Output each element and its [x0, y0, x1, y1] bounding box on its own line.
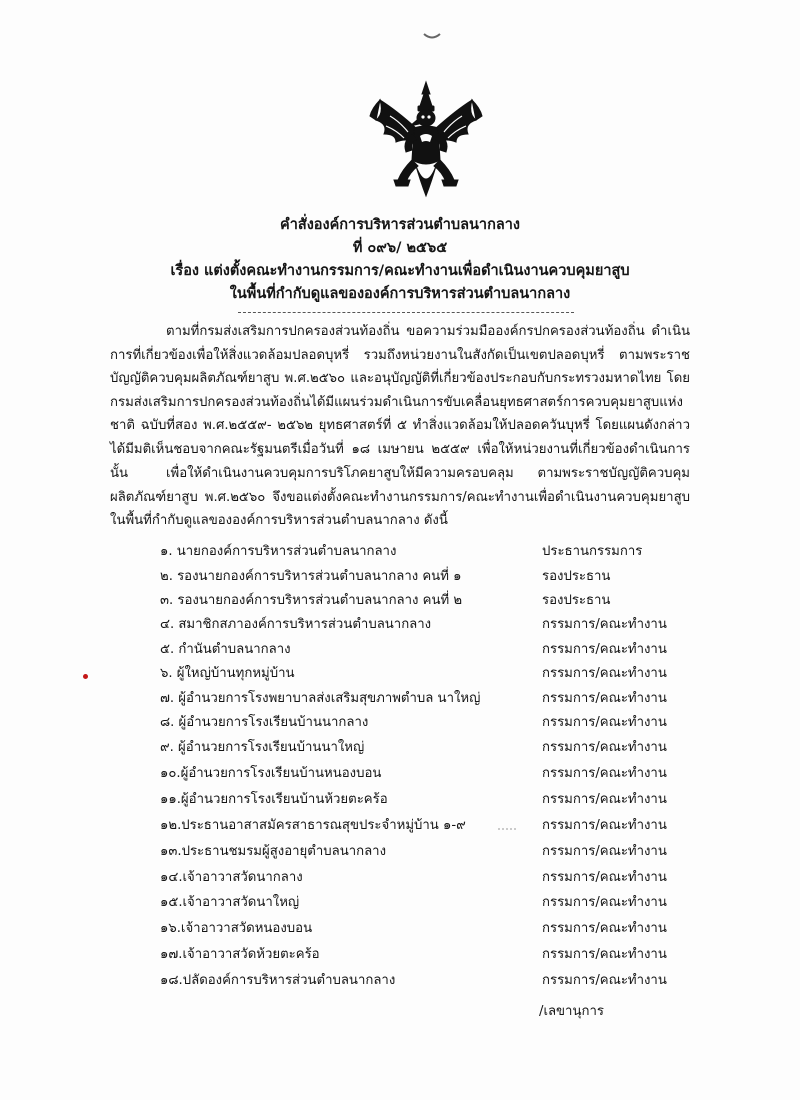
- member-role: กรรมการ/คณะทำงาน: [542, 973, 667, 988]
- member-role: กรรมการ/คณะทำงาน: [542, 642, 667, 657]
- member-row: [160, 918, 700, 940]
- order-subject-line2: ในพื้นที่กำกับดูแลขององค์การบริหารส่วนตำบลนากลาง: [229, 286, 571, 302]
- member-role: กรรมการ/คณะทำงาน: [542, 617, 667, 632]
- member-row: [160, 712, 700, 734]
- member-position: ๕. กำนันตำบลนากลาง: [160, 642, 291, 657]
- member-role: ประธานกรรมการ: [542, 544, 643, 559]
- member-position: ๑๒.ประธานอาสาสมัครสาธารณสุขประจำหมู่บ้าน ๑-๙: [160, 818, 466, 833]
- scan-mark-icon: [423, 32, 441, 42]
- member-row: [160, 566, 700, 588]
- member-row: [160, 737, 700, 759]
- member-role: กรรมการ/คณะทำงาน: [542, 766, 667, 781]
- member-position: ๔. สมาชิกสภาองค์การบริหารส่วนตำบลนากลาง: [160, 617, 432, 632]
- member-row: [160, 970, 700, 992]
- member-position: ๑๘.ปลัดองค์การบริหารส่วนตำบลนากลาง: [160, 973, 396, 988]
- garuda-emblem-icon: [366, 80, 486, 198]
- member-row: [160, 688, 700, 710]
- order-number: ที่ ๐๙๖/ ๒๕๖๕: [352, 240, 448, 256]
- member-role: กรรมการ/คณะทำงาน: [542, 740, 667, 755]
- member-position: ๑. นายกองค์การบริหารส่วนตำบลนากลาง: [160, 544, 397, 559]
- member-position: ๙. ผู้อำนวยการโรงเรียนบ้านนาใหญ่: [160, 740, 365, 755]
- red-ink-mark: [83, 674, 88, 679]
- paragraph-background: ตามที่กรมส่งเสริมการปกครองส่วนท้องถิ่น ขอความร่วมมือองค์กรปกครองส่วนท้องถิ่น ดำเนินการที่เกี่ยวข้องเพื่อให้สิ่งแวดล้อมปลอดบุหรี่ รวมถึงหน่วยงานในสังกัดเป็นเขตปลอดบุหรี่ ตามพระราชบัญญัติควบคุมผลิตภัณฑ์ยาสูบ พ.ศ.๒๕๖๐ และอนุบัญญัติที่เกี่ยวข้องประกอบกับกระทรวงมหาดไทย โดยกรมส่งเสริมการปกครองส่วนท้องถิ่นได้มีแผนร่วมดำเนินการขับเคลื่อนยุทธศาสตร์การควบคุมยาสูบแห่งชาติ ฉบับที่สอง พ.ศ.๒๕๕๙- ๒๕๖๒ ยุทธศาสตร์ที่ ๕ ทำสิ่งแวดล้อมให้ปลอดควันบุหรี่ โดยแผนดังกล่าวได้มีมติเห็นชอบจากคณะรัฐมนตรีเมื่อวันที่ ๑๘ เมษายน ๒๕๕๙ เพื่อให้หน่วยงานที่เกี่ยวข้องดำเนินการ นั้น: [110, 324, 690, 481]
- member-row: [160, 944, 700, 966]
- member-role: กรรมการ/คณะทำงาน: [542, 844, 667, 859]
- member-row: [160, 815, 700, 837]
- member-row: [160, 867, 700, 889]
- member-role: กรรมการ/คณะทำงาน: [542, 870, 667, 885]
- member-position: ๓. รองนายกองค์การบริหารส่วนตำบลนากลาง คนที่ ๒: [160, 593, 463, 608]
- member-row: [160, 614, 700, 636]
- member-position: ๘. ผู้อำนวยการโรงเรียนบ้านนากลาง: [160, 715, 369, 730]
- member-row: [160, 789, 700, 811]
- member-position: ๑๓.ประธานชมรมผู้สูงอายุตำบลนากลาง: [160, 844, 387, 859]
- member-position: ๑๐.ผู้อำนวยการโรงเรียนบ้านหนองบอน: [160, 766, 382, 781]
- divider: [238, 312, 574, 313]
- member-position: ๒. รองนายกองค์การบริหารส่วนตำบลนากลาง คนที่ ๑: [160, 569, 462, 584]
- member-role: กรรมการ/คณะทำงาน: [542, 715, 667, 730]
- member-role: กรรมการ/คณะทำงาน: [542, 921, 667, 936]
- member-role: กรรมการ/คณะทำงาน: [542, 666, 667, 681]
- member-row: [160, 892, 700, 914]
- continuation-text: /เลขานุการ: [539, 1004, 604, 1019]
- member-role: กรรมการ/คณะทำงาน: [542, 947, 667, 962]
- member-row: [160, 639, 700, 661]
- member-row: [160, 541, 700, 563]
- member-row: [160, 590, 700, 612]
- member-position: ๑๗.เจ้าอาวาสวัดห้วยตะคร้อ: [160, 947, 320, 962]
- member-position: ๑๕.เจ้าอาวาสวัดนาใหญ่: [160, 895, 300, 910]
- member-row: [160, 663, 700, 685]
- member-role: กรรมการ/คณะทำงาน: [542, 691, 667, 706]
- member-role: กรรมการ/คณะทำงาน: [542, 895, 667, 910]
- scan-smudge-icon: [497, 826, 517, 832]
- member-role: รองประธาน: [542, 569, 611, 584]
- member-position: ๑๑.ผู้อำนวยการโรงเรียนบ้านห้วยตะคร้อ: [160, 792, 388, 807]
- order-title: คำสั่งองค์การบริหารส่วนตำบลนากลาง: [280, 217, 520, 233]
- member-row: [160, 841, 700, 863]
- member-position: ๑๔.เจ้าอาวาสวัดนากลาง: [160, 870, 303, 885]
- order-subject-line1: เรื่อง แต่งตั้งคณะทำงานกรรมการ/คณะทำงานเพื่อดำเนินงานควบคุมยาสูบ: [170, 263, 630, 279]
- member-role: รองประธาน: [542, 593, 611, 608]
- paragraph-appointment: เพื่อให้ดำเนินงานควบคุมการบริโภคยาสูบให้มีความครอบคลุม ตามพระราชบัญญัติควบคุมผลิตภัณฑ์ยาสูบ พ.ศ.๒๕๖๐ จึงขอแต่งตั้งคณะทำงานกรรมการ/คณะทำงานเพื่อดำเนินงานควบคุมยาสูบในพื้นที่กำกับดูแลขององค์การบริหารส่วนตำบลนากลาง ดังนี้: [110, 466, 690, 529]
- member-role: กรรมการ/คณะทำงาน: [542, 818, 667, 833]
- member-row: [160, 763, 700, 785]
- member-position: ๖. ผู้ใหญ่บ้านทุกหมู่บ้าน: [160, 666, 295, 681]
- member-role: กรรมการ/คณะทำงาน: [542, 792, 667, 807]
- member-position: ๑๖.เจ้าอาวาสวัดหนองบอน: [160, 921, 313, 936]
- member-position: ๗. ผู้อำนวยการโรงพยาบาลส่งเสริมสุขภาพตำบล นาใหญ่: [160, 691, 481, 706]
